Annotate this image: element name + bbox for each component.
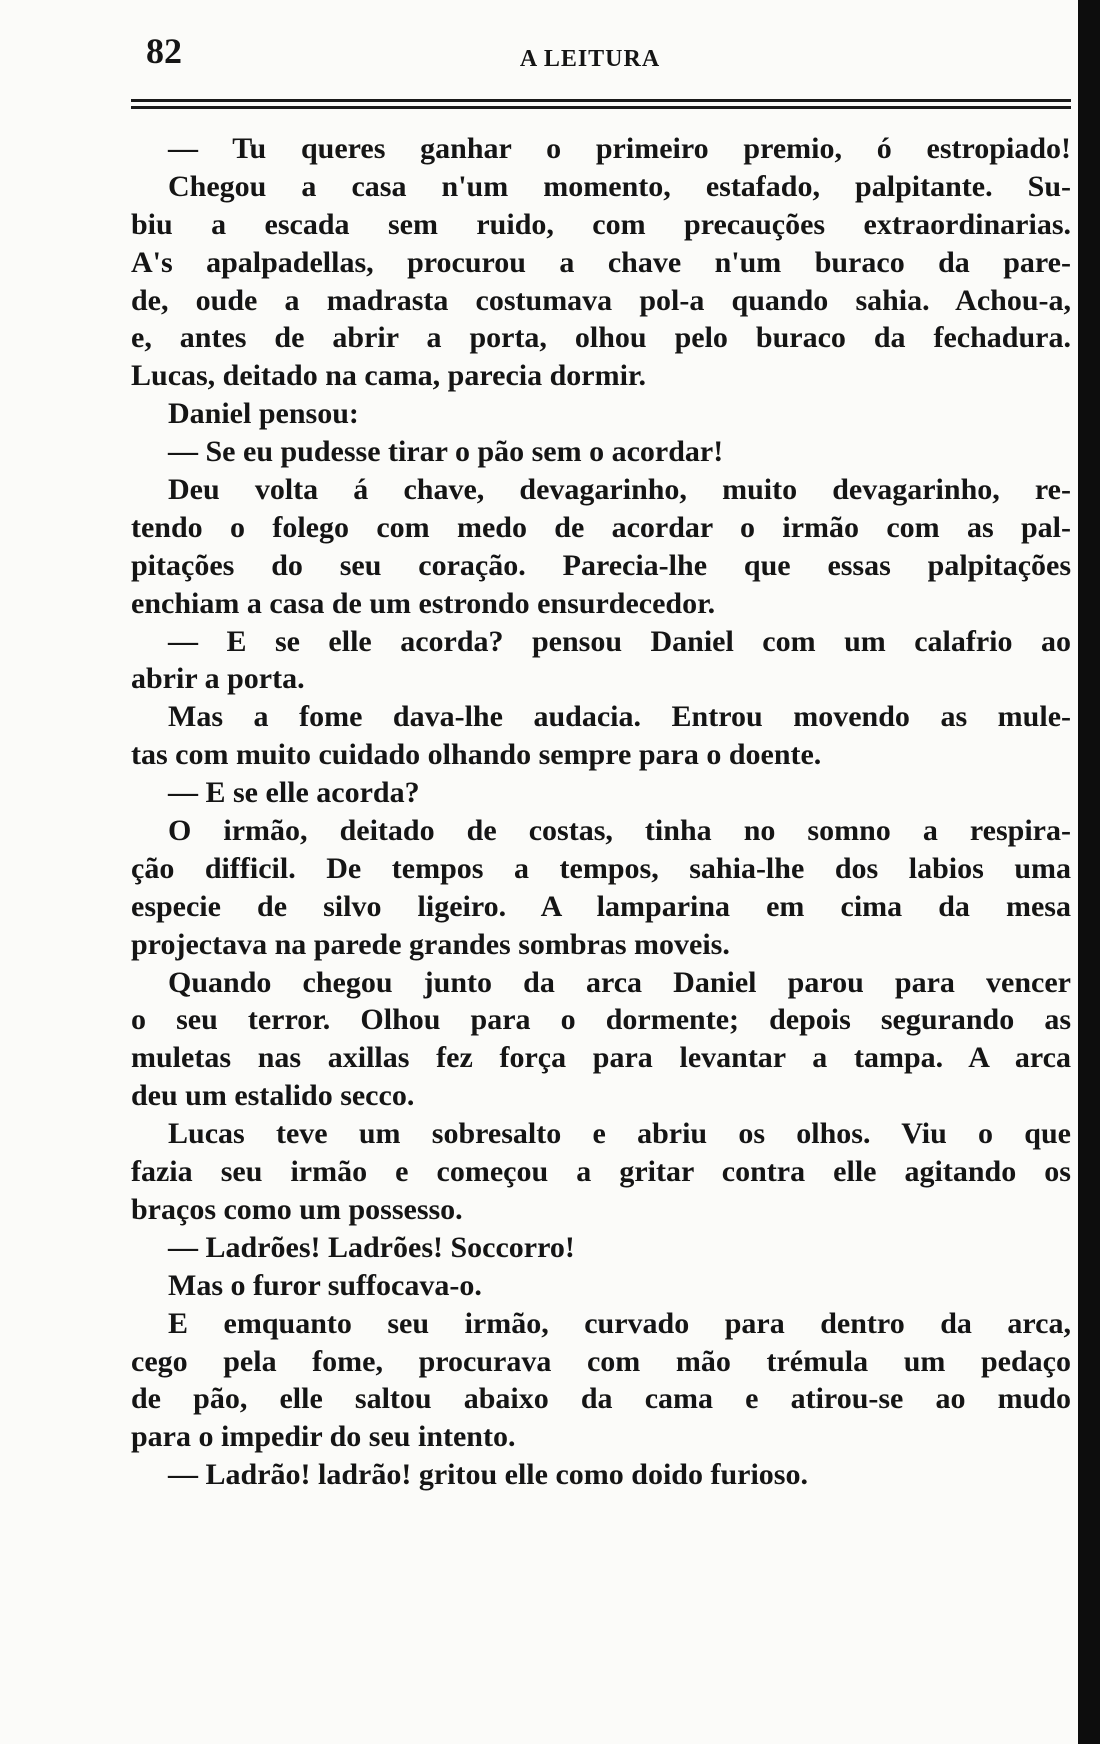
- text-line: e, antes de abrir a porta, olhou pelo buraco da fechadura.: [131, 321, 1071, 355]
- text-line: — Ladrão! ladrão! gritou elle como doido furioso.: [168, 1458, 808, 1492]
- text-line: Chegou a casa n'um momento, estafado, palpitante. Su-: [168, 169, 1071, 203]
- text-line: Daniel pensou:: [168, 397, 359, 431]
- text-line: tas com muito cuidado olhando sempre para o doente.: [131, 738, 822, 772]
- text-line: abrir a porta.: [131, 662, 305, 696]
- text-line: Quando chegou junto da arca Daniel parou para vencer: [168, 965, 1071, 999]
- text-line: — E se elle acorda? pensou Daniel com um calafrio ao: [168, 624, 1071, 658]
- header-rule-top: [131, 99, 1071, 102]
- text-line: Deu volta á chave, devagarinho, muito devagarinho, re-: [168, 473, 1071, 507]
- text-line: Mas o furor suffocava-o.: [168, 1268, 482, 1302]
- text-line: ção difficil. De tempos a tempos, sahia-lhe dos labios uma: [131, 851, 1071, 885]
- text-line: A's apalpadellas, procurou a chave n'um buraco da pare-: [131, 245, 1071, 279]
- text-line: fazia seu irmão e começou a gritar contra elle agitando os: [131, 1155, 1071, 1189]
- text-line: para o impedir do seu intento.: [131, 1420, 516, 1454]
- text-line: — Ladrões! Ladrões! Soccorro!: [168, 1230, 575, 1264]
- text-line: — E se elle acorda?: [168, 776, 420, 810]
- text-line: pitações do seu coração. Parecia-lhe que essas palpitações: [131, 548, 1071, 582]
- text-line: deu um estalido secco.: [131, 1079, 415, 1113]
- text-line: Mas a fome dava-lhe audacia. Entrou movendo as mule-: [168, 700, 1071, 734]
- text-line: E emquanto seu irmão, curvado para dentro da arca,: [168, 1306, 1071, 1340]
- text-line: — Tu queres ganhar o primeiro premio, ó estropiado!: [168, 132, 1071, 165]
- running-title: A LEITURA: [519, 46, 661, 72]
- text-line: de, oude a madrasta costumava pol-a quando sahia. Achou-a,: [131, 283, 1071, 317]
- body-text: [131, 130, 1071, 1494]
- text-line: braços como um possesso.: [131, 1192, 463, 1226]
- text-line: especie de silvo ligeiro. A lamparina em cima da mesa: [131, 889, 1071, 923]
- text-line: enchiam a casa de um estrondo ensurdecedor.: [131, 586, 716, 620]
- text-line: o seu terror. Olhou para o dormente; depois segurando as: [131, 1003, 1071, 1037]
- text-line: tendo o folego com medo de acordar o irmão com as pal-: [131, 510, 1071, 544]
- text-line: O irmão, deitado de costas, tinha no somno a respira-: [168, 814, 1071, 848]
- text-line: Lucas, deitado na cama, parecia dormir.: [131, 359, 646, 393]
- text-line: muletas nas axillas fez força para levantar a tampa. A arca: [131, 1041, 1071, 1075]
- text-line: Lucas teve um sobresalto e abriu os olhos. Viu o que: [168, 1117, 1071, 1151]
- text-line: biu a escada sem ruido, com precauções extraordinarias.: [131, 207, 1071, 241]
- text-line: — Se eu pudesse tirar o pão sem o acordar!: [168, 435, 724, 469]
- page-edge-shadow: [1078, 0, 1100, 1744]
- header-rule-bottom: [131, 106, 1071, 109]
- text-line: cego pela fome, procurava com mão trémula um pedaço: [131, 1344, 1071, 1378]
- text-line: projectava na parede grandes sombras moveis.: [131, 927, 730, 961]
- text-line: de pão, elle saltou abaixo da cama e atirou-se ao mudo: [131, 1382, 1071, 1416]
- page-number: 82: [146, 31, 182, 71]
